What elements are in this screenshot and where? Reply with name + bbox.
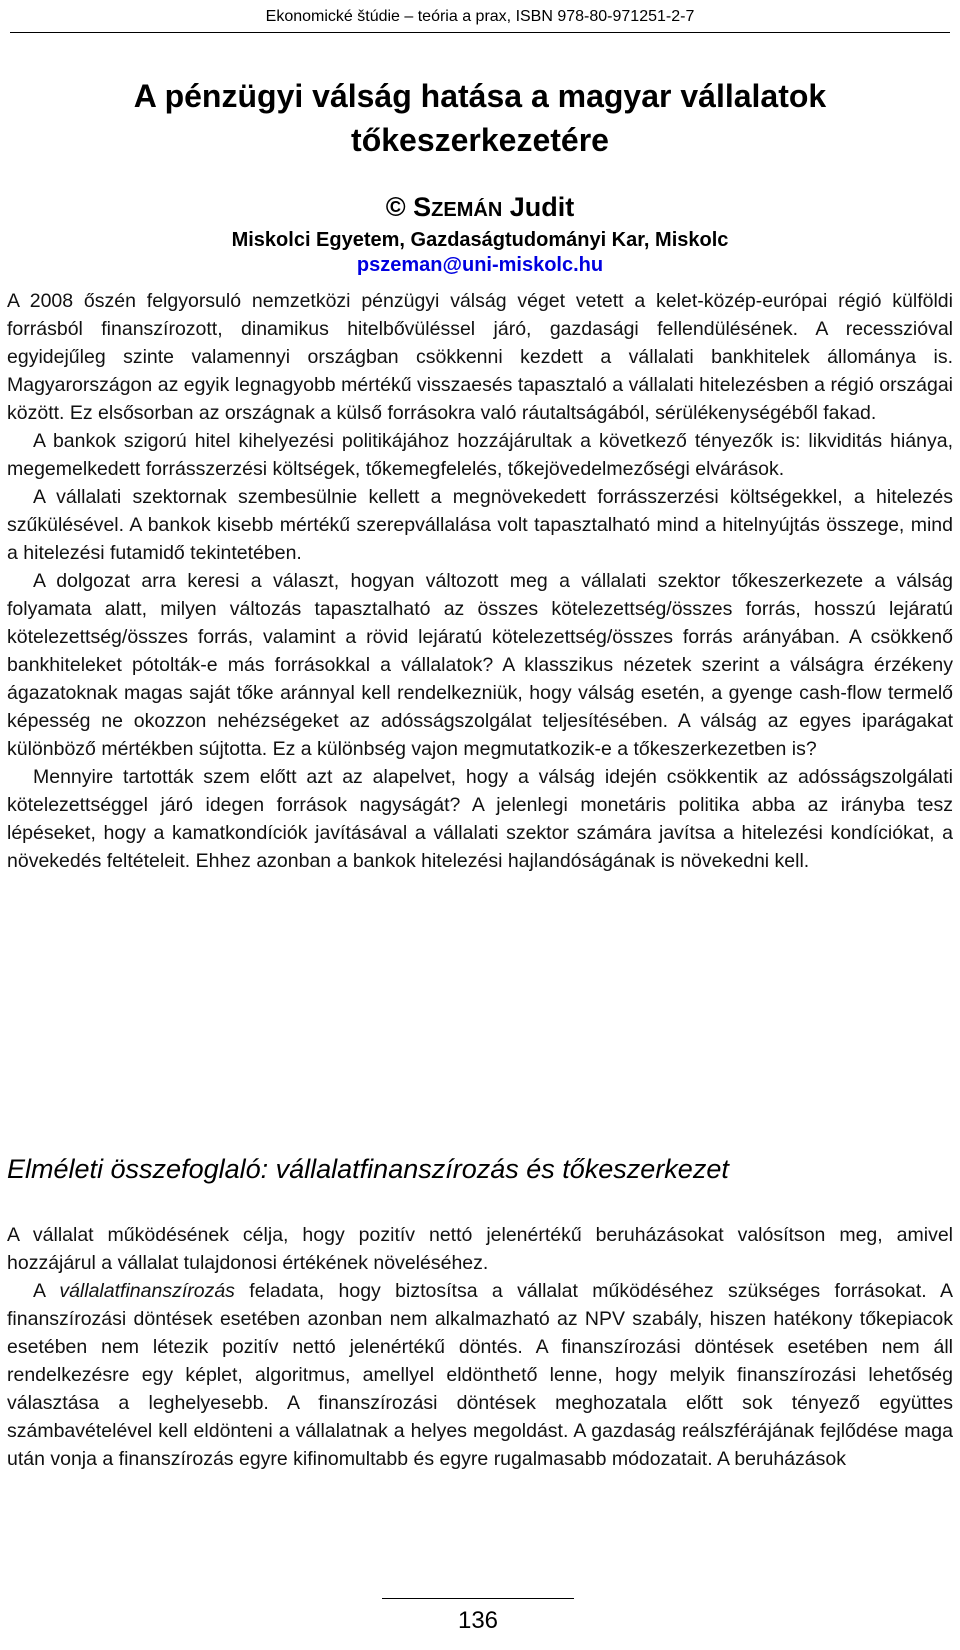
author-given-name: Judit (509, 192, 575, 222)
abstract-paragraph: A bankok szigorú hitel kihelyezési politikájához hozzájárultak a következő tényezők is: likviditás hiánya, megemelkedett forrásszerzési költségek, tőkemegfelelés, tőkejövedelmezőségi elvárások. (7, 430, 953, 480)
body-paragraph: A vállalat működésének célja, hogy pozitív nettó jelenértékű beruházásokat valósítson meg, amivel hozzájárul a vállalat tulajdonosi értékének növeléséhez. (7, 1224, 953, 1274)
abstract (7, 287, 953, 875)
paper-title-line-2: tőkeszerkezetére (351, 122, 609, 158)
emphasized-term: vállalatfinanszírozás (59, 1280, 235, 1302)
paper-title (40, 74, 920, 162)
body-text (7, 1221, 953, 1473)
author-surname-initial: S (413, 192, 432, 222)
abstract-paragraph: Mennyire tartották szem előtt azt az alapelvet, hogy a válság idején csökkentik az adósságszolgálati kötelezettséggel járó idegen források nagyságát? A jelenlegi monetáris politika abba az irányba tesz lépéseket, hogy a kamatkondíciók javításával a vállalati szektor számára javítsa a hitelezési kondíciókat, a növekedés feltételeit. Ehhez azonban a bankok hitelezési hajlandóságának is növekedni kell. (7, 766, 953, 872)
body-paragraph (7, 1277, 953, 1473)
copyright-symbol: © (385, 192, 406, 222)
page-number: 136 (382, 1598, 574, 1635)
author-email-link[interactable]: pszeman@uni-miskolc.hu (356, 254, 604, 276)
section-heading: Elméleti összefoglaló: vállalatfinanszírozás és tőkeszerkezet (7, 1154, 729, 1184)
abstract-paragraph: A 2008 őszén felgyorsuló nemzetközi pénzügyi válság véget vetett a kelet-közép-európai régió külföldi forrásból finanszírozott, dinamikus hitelbővüléssel járó, gazdasági fellendülésének. A recesszióval egyidejűleg szinte valamennyi országban csökkenni kezdett a vállalati bankhitelek állománya is. Magyarországon az egyik legnagyobb mértékű visszaesés tapasztaló a vállalati hitelezésben a régió országai között. Ez elsősorban az országnak a külső forrásokra való ráutaltságából, sérülékenységéből fakad. (7, 290, 953, 424)
author-name (40, 190, 920, 227)
paper-title-line-1: A pénzügyi válság hatása a magyar vállalatok (133, 78, 827, 114)
abstract-paragraph: A vállalati szektornak szembesülnie kellett a megnövekedett forrásszerzési költségekkel, a hitelezés szűkülésével. A bankok kisebb mértékű szerepvállalása volt tapasztalható mind a hitelnyújtás összege, mind a hitelezési futamidő tekintetében. (7, 486, 953, 564)
author-affiliation: Miskolci Egyetem, Gazdaságtudományi Kar, Miskolc (231, 229, 729, 251)
body-paragraph-start: A (33, 1280, 60, 1302)
running-header: Ekonomické štúdie – teória a prax, ISBN 978-80-971251-2-7 (10, 8, 950, 33)
abstract-paragraph: A dolgozat arra keresi a választ, hogyan változott meg a vállalati szektor tőkeszerkezete a válság folyamata alatt, milyen változás tapasztalható az összes kötelezettség/összes forrás, hosszú lejáratú kötelezettség/összes forrás, valamint a rövid lejáratú kötelezettség/összes forrás arányában. A csökkenő bankhiteleket pótolták-e más forrásokkal a vállalatok? A klasszikus nézetek szerint a válságra érzékeny ágazatoknak magas saját tőke aránnyal kell rendelkezniük, hogy válság esetén, a gyenge cash-flow termelő képesség ne okozzon nehézségeket az adósságszolgálat teljesítésében. A válság az egyes iparágakat különböző mértékben sújtotta. Ez a különbség vajon megmutatkozik-e a tőkeszerkezetben is? (7, 570, 953, 760)
author-surname-rest: ZEMÁN (431, 199, 503, 221)
author-block (40, 190, 920, 277)
body-paragraph-rest: feladata, hogy biztosítsa a vállalat működéséhez szükséges forrásokat. A finanszírozási döntések esetében azonban nem alkalmazható az NPV szabály, hiszen hatékony tőkepiacok esetében nem létezik pozitív nettó jelenértékű döntés. A finanszírozási döntések esetében nem áll rendelkezésre egy képlet, algoritmus, amellyel eldönthető lenne, hogy melyik finanszírozási lehetőség választása a leghelyesebb. A finanszírozási döntések meghozatala előtt sok tényező együttes számbavételével kell eldönteni a vállalatnak a helyes megoldást. A gazdaság reálszférájának fejlődése maga után vonja a finanszírozás egyre kifinomultabb és egyre rugalmasabb módozatait. A beruházások (7, 1280, 953, 1470)
